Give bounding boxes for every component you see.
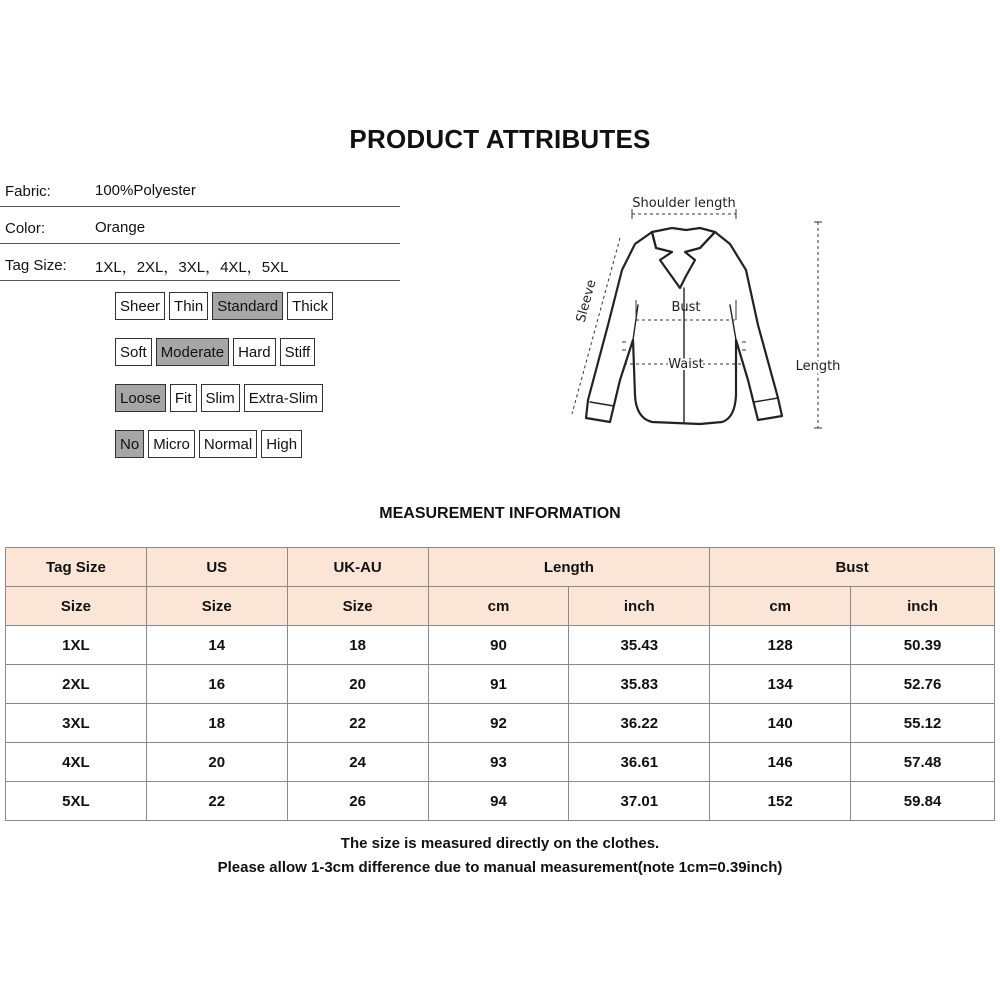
measurement-table: [5, 547, 995, 821]
option-chip-soft: Soft: [115, 338, 152, 366]
table-cell: 1XL: [6, 626, 147, 665]
length-label: Length: [795, 359, 841, 374]
table-cell: 16: [146, 665, 287, 704]
table-cell: 22: [287, 704, 428, 743]
table-cell: 35.43: [569, 626, 710, 665]
table-cell: 52.76: [851, 665, 995, 704]
option-chip-hard: Hard: [233, 338, 276, 366]
table-header-row-1: [6, 548, 995, 587]
option-chip-standard: Standard: [212, 292, 283, 320]
table-cell: 152: [710, 782, 851, 821]
header-cell: Size: [146, 587, 287, 626]
attr-value: 1XL，2XL，3XL，4XL，5XL: [95, 259, 289, 276]
table-cell: 5XL: [6, 782, 147, 821]
garment-collar: [652, 232, 715, 288]
table-cell: 36.61: [569, 743, 710, 782]
table-row: [6, 782, 995, 821]
option-chips: [115, 384, 323, 412]
sleeve-measure-line: [572, 238, 620, 414]
table-cell: 55.12: [851, 704, 995, 743]
table-cell: 26: [287, 782, 428, 821]
sleeve-label: Sleeve: [573, 278, 600, 325]
garment-diagram: [560, 190, 860, 440]
header-cell: Size: [6, 587, 147, 626]
attr-row-tag-size: [0, 244, 400, 281]
option-chips: [115, 292, 333, 320]
header-cell: Size: [287, 587, 428, 626]
page-title: PRODUCT ATTRIBUTES: [349, 124, 651, 154]
table-cell: 134: [710, 665, 851, 704]
option-chip-thin: Thin: [169, 292, 208, 320]
table-cell: 3XL: [6, 704, 147, 743]
table-row: [6, 626, 995, 665]
header-cell: Tag Size: [6, 548, 147, 587]
option-chip-stiff: Stiff: [280, 338, 316, 366]
table-cell: 91: [428, 665, 569, 704]
table-cell: 35.83: [569, 665, 710, 704]
table-cell: 20: [146, 743, 287, 782]
attr-key: Fabric:: [5, 183, 51, 200]
option-chip-thick: Thick: [287, 292, 333, 320]
table-cell: 140: [710, 704, 851, 743]
table-cell: 14: [146, 626, 287, 665]
measurement-body: [6, 626, 995, 821]
table-cell: 92: [428, 704, 569, 743]
table-cell: 22: [146, 782, 287, 821]
header-cell: inch: [851, 587, 995, 626]
cuff-left: [590, 402, 614, 406]
attr-value: Orange: [95, 219, 146, 236]
table-header-row-2: [6, 587, 995, 626]
note-line-1: The size is measured directly on the clothes.: [340, 835, 660, 852]
table-row: [6, 704, 995, 743]
table-cell: 24: [287, 743, 428, 782]
table-cell: 2XL: [6, 665, 147, 704]
measurement-title: MEASUREMENT INFORMATION: [379, 505, 621, 522]
bust-label: Bust: [671, 300, 701, 315]
option-chip-sheer: Sheer: [115, 292, 165, 320]
garment-neckline: [652, 228, 715, 248]
attr-key: Tag Size:: [5, 257, 67, 274]
option-chips: [115, 430, 302, 458]
attr-row-fabric: [0, 170, 400, 207]
table-cell: 128: [710, 626, 851, 665]
table-cell: 36.22: [569, 704, 710, 743]
option-chips: [115, 338, 315, 366]
table-cell: 93: [428, 743, 569, 782]
option-chip-high: High: [261, 430, 302, 458]
table-cell: 90: [428, 626, 569, 665]
note-line-2: Please allow 1-3cm difference due to manual measurement(note 1cm=0.39inch): [217, 859, 783, 876]
option-chip-no: No: [115, 430, 144, 458]
cuff-right: [754, 398, 778, 402]
option-chip-normal: Normal: [199, 430, 257, 458]
header-cell: Bust: [710, 548, 995, 587]
table-cell: 50.39: [851, 626, 995, 665]
header-cell: Length: [428, 548, 710, 587]
option-chip-loose: Loose: [115, 384, 166, 412]
option-chip-fit: Fit: [170, 384, 197, 412]
table-cell: 18: [146, 704, 287, 743]
waist-label: Waist: [668, 357, 704, 372]
table-cell: 94: [428, 782, 569, 821]
table-row: [6, 743, 995, 782]
table-cell: 20: [287, 665, 428, 704]
header-cell: UK-AU: [287, 548, 428, 587]
table-cell: 18: [287, 626, 428, 665]
header-cell: US: [146, 548, 287, 587]
table-cell: 4XL: [6, 743, 147, 782]
table-cell: 57.48: [851, 743, 995, 782]
header-cell: cm: [428, 587, 569, 626]
table-cell: 37.01: [569, 782, 710, 821]
option-chip-micro: Micro: [148, 430, 195, 458]
attr-key: Color:: [5, 220, 46, 237]
shoulder-length-label: Shoulder length: [632, 196, 736, 211]
header-cell: cm: [710, 587, 851, 626]
attr-row-color: [0, 207, 400, 244]
table-row: [6, 665, 995, 704]
option-chip-moderate: Moderate: [156, 338, 229, 366]
table-cell: 146: [710, 743, 851, 782]
option-chip-slim: Slim: [201, 384, 240, 412]
table-cell: 59.84: [851, 782, 995, 821]
attr-value: 100%Polyester: [95, 182, 196, 199]
header-cell: inch: [569, 587, 710, 626]
option-chip-extra-slim: Extra-Slim: [244, 384, 323, 412]
